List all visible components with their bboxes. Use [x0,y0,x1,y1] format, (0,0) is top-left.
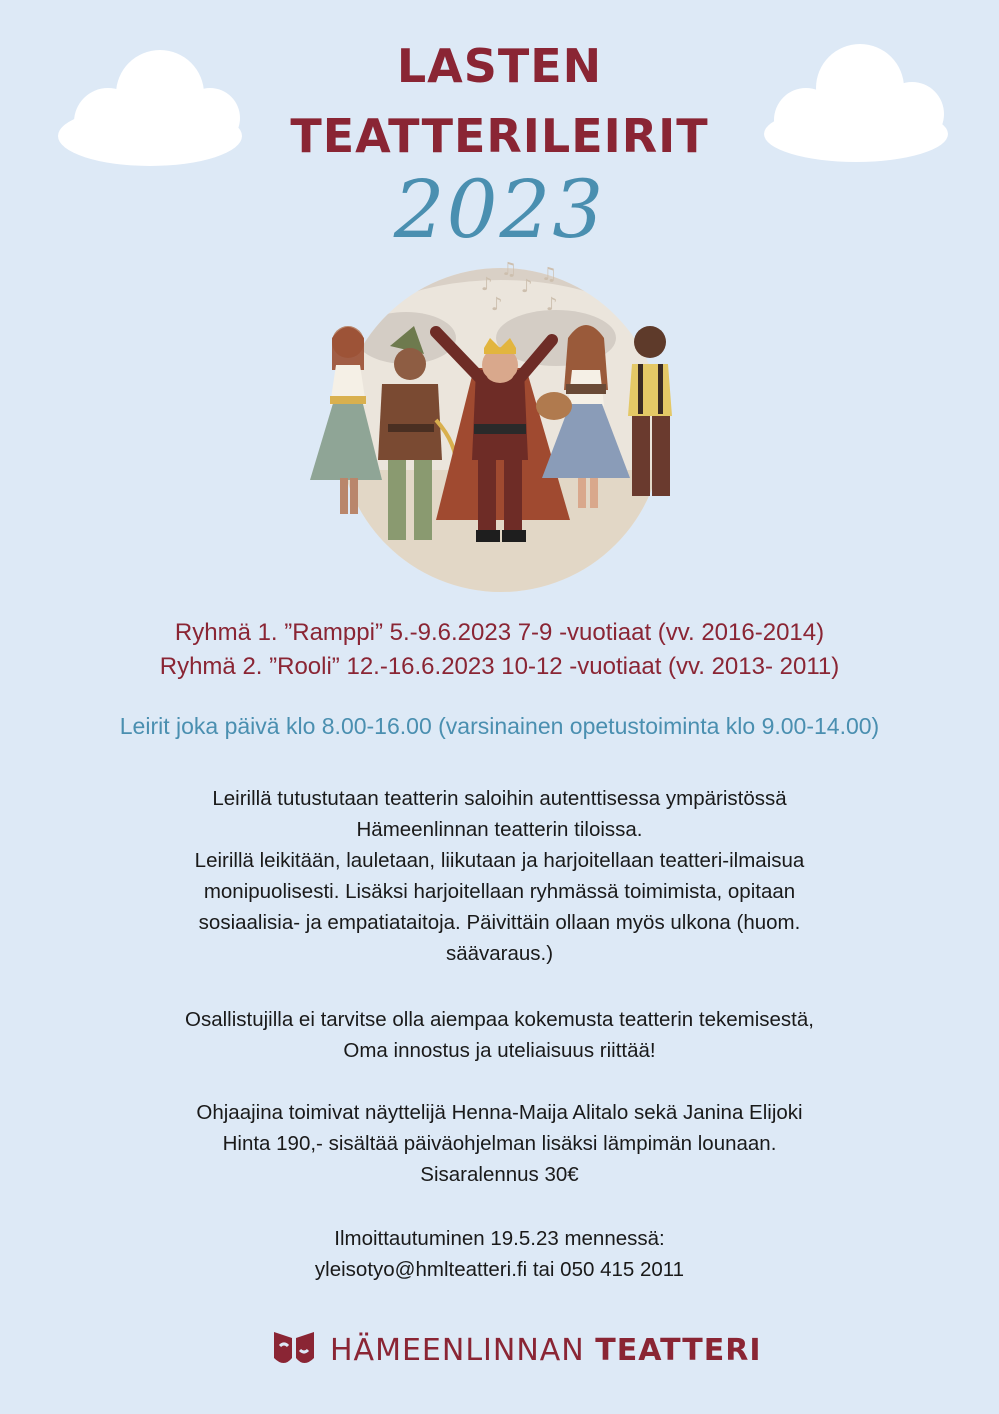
svg-text:♪: ♪ [481,274,493,295]
description-line: säävaraus.) [445,942,554,965]
page-title-line-2: TEATTERILEIRIT [290,109,709,163]
svg-text:♪: ♪ [546,294,558,315]
experience [80,1004,919,1066]
details-line: Ohjaajina toimivat näyttelijä Henna-Maija Alitalo sekä Janina Elijoki [196,1101,803,1124]
registration-line: Ilmoittautuminen 19.5.23 mennessä: [334,1227,665,1250]
page-title-line-1: LASTEN [396,39,603,93]
description-line: Leirillä leikitään, lauletaan, liikutaan ja harjoitellaan teatteri-ilmaisua [194,849,805,872]
theatre-kids-illustration [296,220,706,592]
svg-text:♫: ♫ [501,259,518,280]
logo-text [330,1333,762,1368]
description-line: Leirillä tutustutaan teatterin saloihin autenttisessa ympäristössä [212,787,787,810]
details [80,1097,919,1190]
details-line: Sisaralennus 30€ [420,1163,579,1186]
description-line: monipuolisesti. Lisäksi harjoitellaan ryhmässä toimimista, opitaan [203,880,796,903]
registration [80,1223,919,1285]
description [80,783,919,969]
year-title: 2023 [393,163,606,256]
experience-line: Oma innostus ja uteliaisuus riittää! [343,1039,656,1062]
registration-contact[interactable]: yleisotyo@hmlteatteri.fi tai 050 415 2011 [314,1258,685,1281]
theatre-logo [272,1322,762,1378]
schedule: Leirit joka päivä klo 8.00-16.00 (varsinainen opetustoiminta klo 9.00-14.00) [119,713,880,739]
svg-text:♫: ♫ [541,264,558,285]
masks-logo-icon [272,1328,316,1372]
description-line: Hämeenlinnan teatterin tiloissa. [356,818,643,841]
logo-name-light: HÄMEENLINNAN [330,1332,585,1368]
description-line: sosiaalisia- ja empatiataitoja. Päivittäin ollaan myös ulkona (huom. [198,911,801,934]
group-2: Ryhmä 2. ”Rooli” 12.-16.6.2023 10-12 -vuotiaat (vv. 2013- 2011) [159,653,840,680]
svg-text:♪: ♪ [521,276,533,297]
group-1: Ryhmä 1. ”Ramppi” 5.-9.6.2023 7-9 -vuotiaat (vv. 2016-2014) [174,619,825,646]
experience-line: Osallistujilla ei tarvitse olla aiempaa kokemusta teatterin tekemisestä, [185,1008,814,1031]
group-list [0,616,999,684]
details-line: Hinta 190,- sisältää päiväohjelman lisäksi lämpimän lounaan. [222,1132,777,1155]
logo-name-bold: TEATTERI [595,1332,762,1368]
svg-text:♪: ♪ [491,294,503,315]
